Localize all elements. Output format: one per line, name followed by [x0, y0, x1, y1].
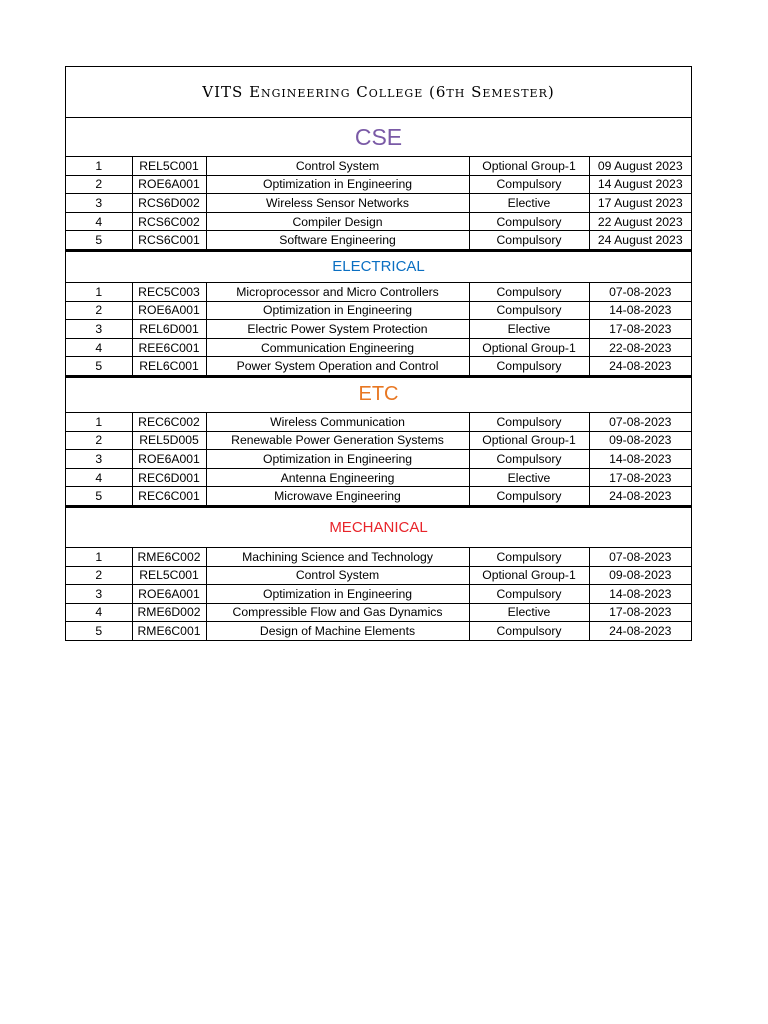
row-number: 2 [66, 175, 132, 194]
row-number: 1 [66, 157, 132, 175]
subject-name: Electric Power System Protection [206, 320, 469, 339]
table-row [66, 157, 691, 175]
course-code: ROE6A001 [132, 301, 206, 320]
section-heading: MECHANICAL [66, 508, 691, 548]
course-type: Compulsory [469, 231, 589, 250]
row-number: 1 [66, 283, 132, 301]
row-number: 5 [66, 231, 132, 250]
course-table [66, 157, 691, 250]
subject-name: Communication Engineering [206, 338, 469, 357]
subject-name: Power System Operation and Control [206, 357, 469, 376]
row-number: 4 [66, 212, 132, 231]
section-heading: ETC [66, 378, 691, 413]
course-type: Elective [469, 603, 589, 622]
course-type: Optional Group-1 [469, 157, 589, 175]
row-number: 3 [66, 320, 132, 339]
table-row [66, 468, 691, 487]
table-row [66, 283, 691, 301]
exam-date: 17-08-2023 [589, 468, 691, 487]
table-row [66, 566, 691, 585]
course-table [66, 413, 691, 506]
course-type: Compulsory [469, 487, 589, 506]
course-type: Compulsory [469, 413, 589, 431]
row-number: 3 [66, 585, 132, 604]
exam-date: 07-08-2023 [589, 413, 691, 431]
section-mechanical [66, 508, 691, 640]
document-title: VITS Engineering College (6th Semester) [66, 67, 691, 118]
row-number: 5 [66, 487, 132, 506]
course-type: Compulsory [469, 585, 589, 604]
section-etc [66, 378, 691, 508]
subject-name: Optimization in Engineering [206, 175, 469, 194]
course-type: Elective [469, 320, 589, 339]
exam-date: 14-08-2023 [589, 585, 691, 604]
table-row [66, 338, 691, 357]
table-row [66, 450, 691, 469]
exam-date: 09-08-2023 [589, 431, 691, 450]
table-row [66, 585, 691, 604]
course-type: Optional Group-1 [469, 338, 589, 357]
exam-date: 17-08-2023 [589, 320, 691, 339]
section-cse [66, 118, 691, 252]
course-code: REL5D005 [132, 431, 206, 450]
row-number: 1 [66, 548, 132, 566]
course-code: REC6C001 [132, 487, 206, 506]
table-row [66, 431, 691, 450]
exam-date: 14 August 2023 [589, 175, 691, 194]
section-heading: CSE [66, 118, 691, 157]
row-number: 5 [66, 622, 132, 640]
row-number: 2 [66, 431, 132, 450]
course-code: ROE6A001 [132, 450, 206, 469]
subject-name: Wireless Communication [206, 413, 469, 431]
table-row [66, 320, 691, 339]
course-type: Compulsory [469, 450, 589, 469]
subject-name: Microprocessor and Micro Controllers [206, 283, 469, 301]
sections-container [66, 118, 691, 640]
exam-date: 17 August 2023 [589, 194, 691, 213]
row-number: 2 [66, 301, 132, 320]
course-type: Compulsory [469, 622, 589, 640]
subject-name: Compiler Design [206, 212, 469, 231]
exam-date: 14-08-2023 [589, 450, 691, 469]
course-code: RCS6C002 [132, 212, 206, 231]
exam-schedule-sheet [65, 66, 692, 641]
exam-date: 22 August 2023 [589, 212, 691, 231]
course-code: RCS6C001 [132, 231, 206, 250]
course-code: RME6C002 [132, 548, 206, 566]
exam-date: 24-08-2023 [589, 357, 691, 376]
table-row [66, 231, 691, 250]
row-number: 4 [66, 468, 132, 487]
course-code: REL5C001 [132, 566, 206, 585]
table-row [66, 413, 691, 431]
exam-date: 24-08-2023 [589, 622, 691, 640]
subject-name: Optimization in Engineering [206, 450, 469, 469]
subject-name: Software Engineering [206, 231, 469, 250]
row-number: 3 [66, 450, 132, 469]
table-row [66, 487, 691, 506]
course-type: Optional Group-1 [469, 566, 589, 585]
course-type: Compulsory [469, 548, 589, 566]
course-type: Optional Group-1 [469, 431, 589, 450]
table-row [66, 301, 691, 320]
exam-date: 24 August 2023 [589, 231, 691, 250]
subject-name: Microwave Engineering [206, 487, 469, 506]
course-code: ROE6A001 [132, 585, 206, 604]
subject-name: Compressible Flow and Gas Dynamics [206, 603, 469, 622]
course-type: Compulsory [469, 357, 589, 376]
course-type: Compulsory [469, 301, 589, 320]
row-number: 4 [66, 338, 132, 357]
row-number: 2 [66, 566, 132, 585]
course-code: RME6D002 [132, 603, 206, 622]
section-electrical [66, 252, 691, 378]
exam-date: 24-08-2023 [589, 487, 691, 506]
exam-date: 22-08-2023 [589, 338, 691, 357]
course-type: Elective [469, 194, 589, 213]
course-type: Compulsory [469, 175, 589, 194]
course-code: REL5C001 [132, 157, 206, 175]
course-type: Compulsory [469, 212, 589, 231]
subject-name: Optimization in Engineering [206, 301, 469, 320]
table-row [66, 175, 691, 194]
table-row [66, 548, 691, 566]
row-number: 3 [66, 194, 132, 213]
subject-name: Renewable Power Generation Systems [206, 431, 469, 450]
exam-date: 09-08-2023 [589, 566, 691, 585]
exam-date: 07-08-2023 [589, 548, 691, 566]
row-number: 4 [66, 603, 132, 622]
course-code: ROE6A001 [132, 175, 206, 194]
table-row [66, 194, 691, 213]
course-table [66, 283, 691, 376]
exam-date: 09 August 2023 [589, 157, 691, 175]
table-row [66, 622, 691, 640]
course-code: RME6C001 [132, 622, 206, 640]
exam-date: 07-08-2023 [589, 283, 691, 301]
row-number: 1 [66, 413, 132, 431]
course-code: REC6D001 [132, 468, 206, 487]
subject-name: Control System [206, 566, 469, 585]
row-number: 5 [66, 357, 132, 376]
subject-name: Wireless Sensor Networks [206, 194, 469, 213]
section-heading: ELECTRICAL [66, 252, 691, 283]
exam-date: 14-08-2023 [589, 301, 691, 320]
subject-name: Optimization in Engineering [206, 585, 469, 604]
course-type: Elective [469, 468, 589, 487]
table-row [66, 212, 691, 231]
course-code: REL6C001 [132, 357, 206, 376]
table-row [66, 357, 691, 376]
exam-date: 17-08-2023 [589, 603, 691, 622]
subject-name: Design of Machine Elements [206, 622, 469, 640]
course-table [66, 548, 691, 640]
course-type: Compulsory [469, 283, 589, 301]
course-code: REC6C002 [132, 413, 206, 431]
subject-name: Control System [206, 157, 469, 175]
course-code: REC5C003 [132, 283, 206, 301]
course-code: REE6C001 [132, 338, 206, 357]
subject-name: Antenna Engineering [206, 468, 469, 487]
course-code: RCS6D002 [132, 194, 206, 213]
subject-name: Machining Science and Technology [206, 548, 469, 566]
course-code: REL6D001 [132, 320, 206, 339]
table-row [66, 603, 691, 622]
